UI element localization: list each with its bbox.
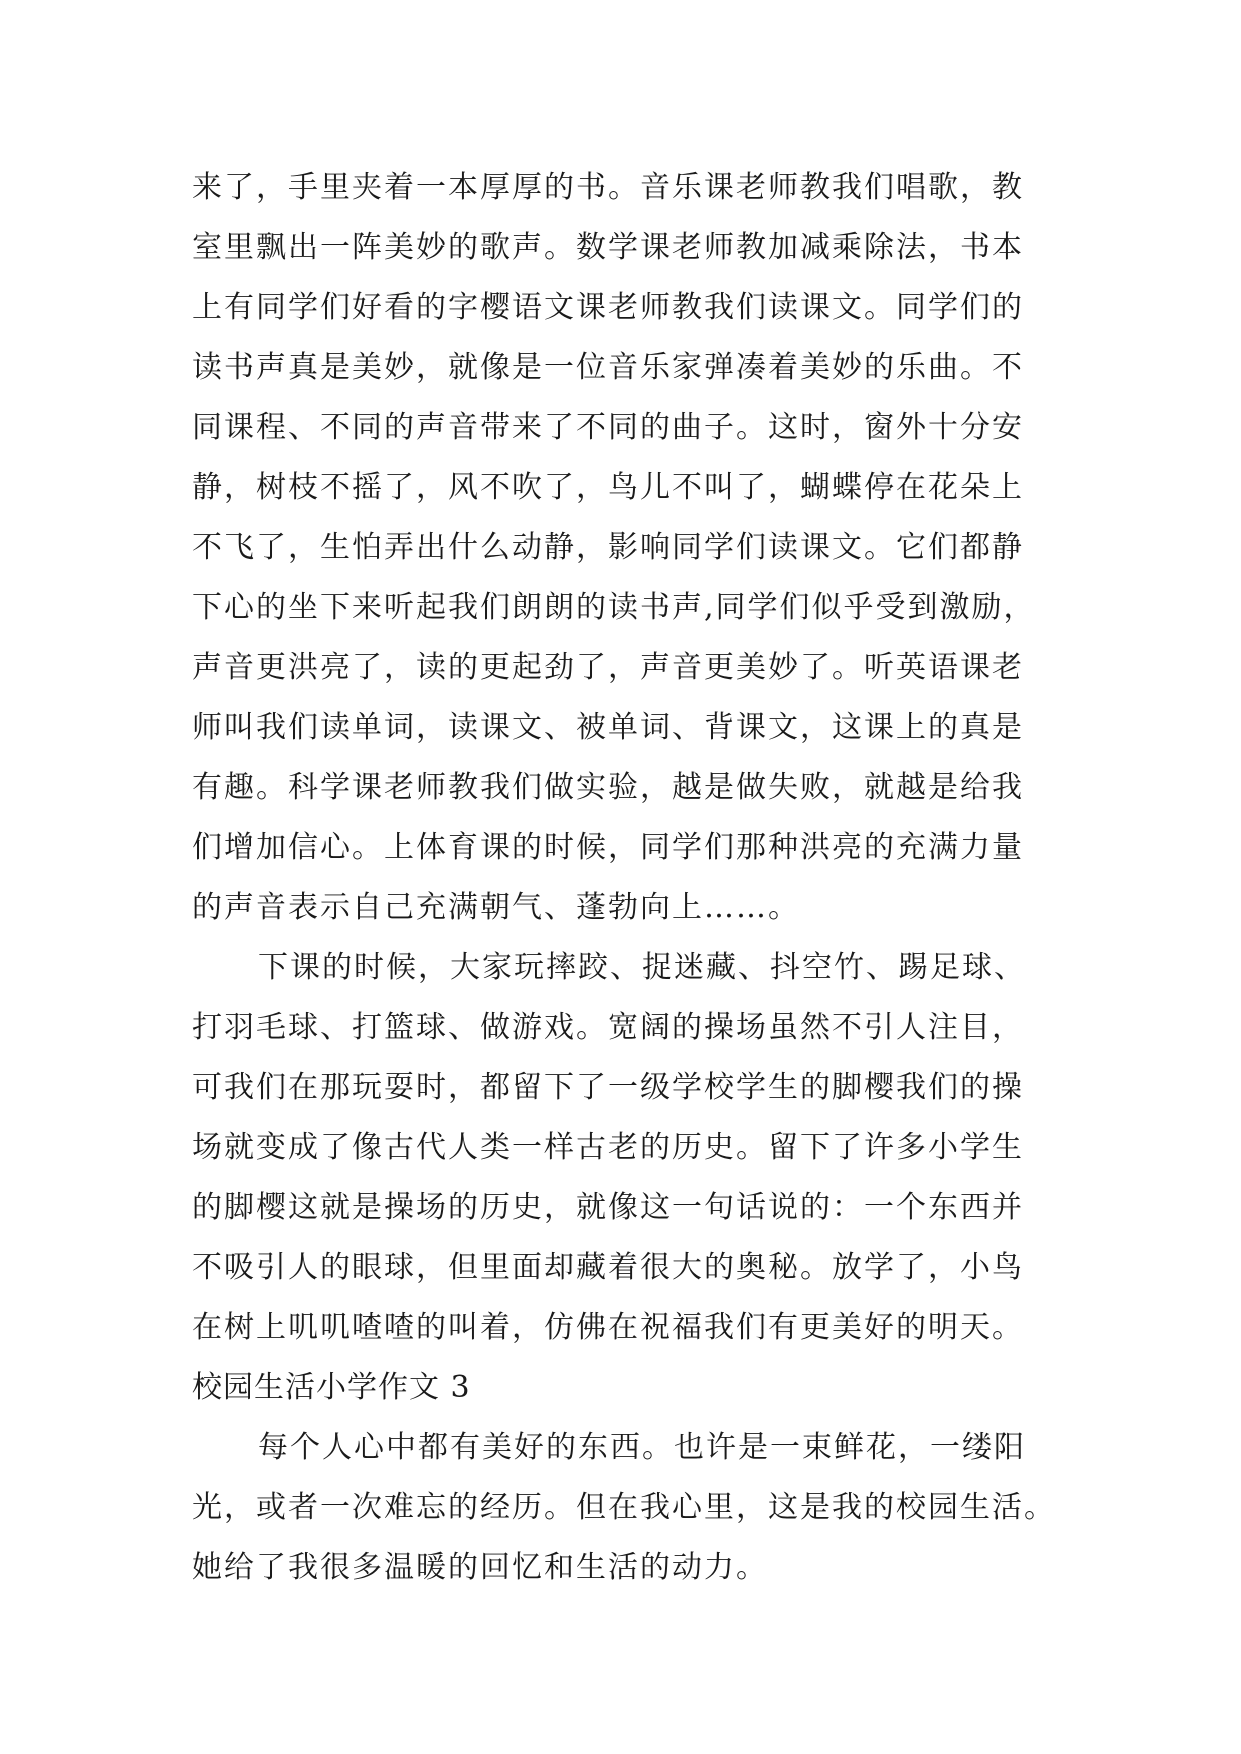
text-line: 同课程、不同的声音带来了不同的曲子。这时，窗外十分安 (192, 410, 1024, 445)
text-line: 下课的时候，大家玩摔跤、捉迷藏、抖空竹、踢足球、 (258, 950, 1026, 985)
text-line: 的声音表示自己充满朝气、蓬勃向上……。 (192, 890, 800, 925)
text-line: 来了，手里夹着一本厚厚的书。音乐课老师教我们唱歌，教 (192, 170, 1024, 205)
text-line: 师叫我们读单词，读课文、被单词、背课文，这课上的真是 (192, 710, 1024, 745)
text-line: 场就变成了像古代人类一样古老的历史。留下了许多小学生 (192, 1130, 1024, 1165)
text-line: 不飞了，生怕弄出什么动静，影响同学们读课文。它们都静 (192, 530, 1024, 565)
text-line: 打羽毛球、打篮球、做游戏。宽阔的操场虽然不引人注目， (192, 1010, 1024, 1045)
text-line: 光，或者一次难忘的经历。但在我心里，这是我的校园生活。 (192, 1490, 1056, 1525)
text-line: 她给了我很多温暖的回忆和生活的动力。 (192, 1550, 768, 1585)
paragraph (192, 1418, 1056, 1598)
text-line: 下心的坐下来听起我们朗朗的读书声,同学们似乎受到激励， (192, 590, 1036, 625)
document-body (192, 158, 1056, 1598)
text-line: 不吸引人的眼球，但里面却藏着很大的奥秘。放学了，小鸟 (192, 1250, 1024, 1285)
text-line: 有趣。科学课老师教我们做实验，越是做失败，就越是给我 (192, 770, 1024, 805)
section-heading (192, 1358, 1052, 1418)
text-line: 静，树枝不摇了，风不吹了，鸟儿不叫了，蝴蝶停在花朵上 (192, 470, 1024, 505)
paragraph (192, 158, 1052, 938)
heading-text: 校园生活小学作文 3 (192, 1370, 471, 1405)
text-line: 在树上叽叽喳喳的叫着，仿佛在祝福我们有更美好的明天。 (192, 1310, 1024, 1345)
text-line: 们增加信心。上体育课的时候，同学们那种洪亮的充满力量 (192, 830, 1024, 865)
text-line: 可我们在那玩耍时，都留下了一级学校学生的脚樱我们的操 (192, 1070, 1024, 1105)
paragraph (192, 938, 1052, 1358)
text-line: 声音更洪亮了，读的更起劲了，声音更美妙了。听英语课老 (192, 650, 1024, 685)
text-line: 室里飘出一阵美妙的歌声。数学课老师教加减乘除法，书本 (192, 230, 1024, 265)
text-line: 上有同学们好看的字樱语文课老师教我们读课文。同学们的 (192, 290, 1024, 325)
text-line: 的脚樱这就是操场的历史，就像这一句话说的：一个东西并 (192, 1190, 1024, 1225)
text-line: 每个人心中都有美好的东西。也许是一束鲜花，一缕阳 (258, 1430, 1026, 1465)
text-line: 读书声真是美妙，就像是一位音乐家弹凑着美妙的乐曲。不 (192, 350, 1024, 385)
